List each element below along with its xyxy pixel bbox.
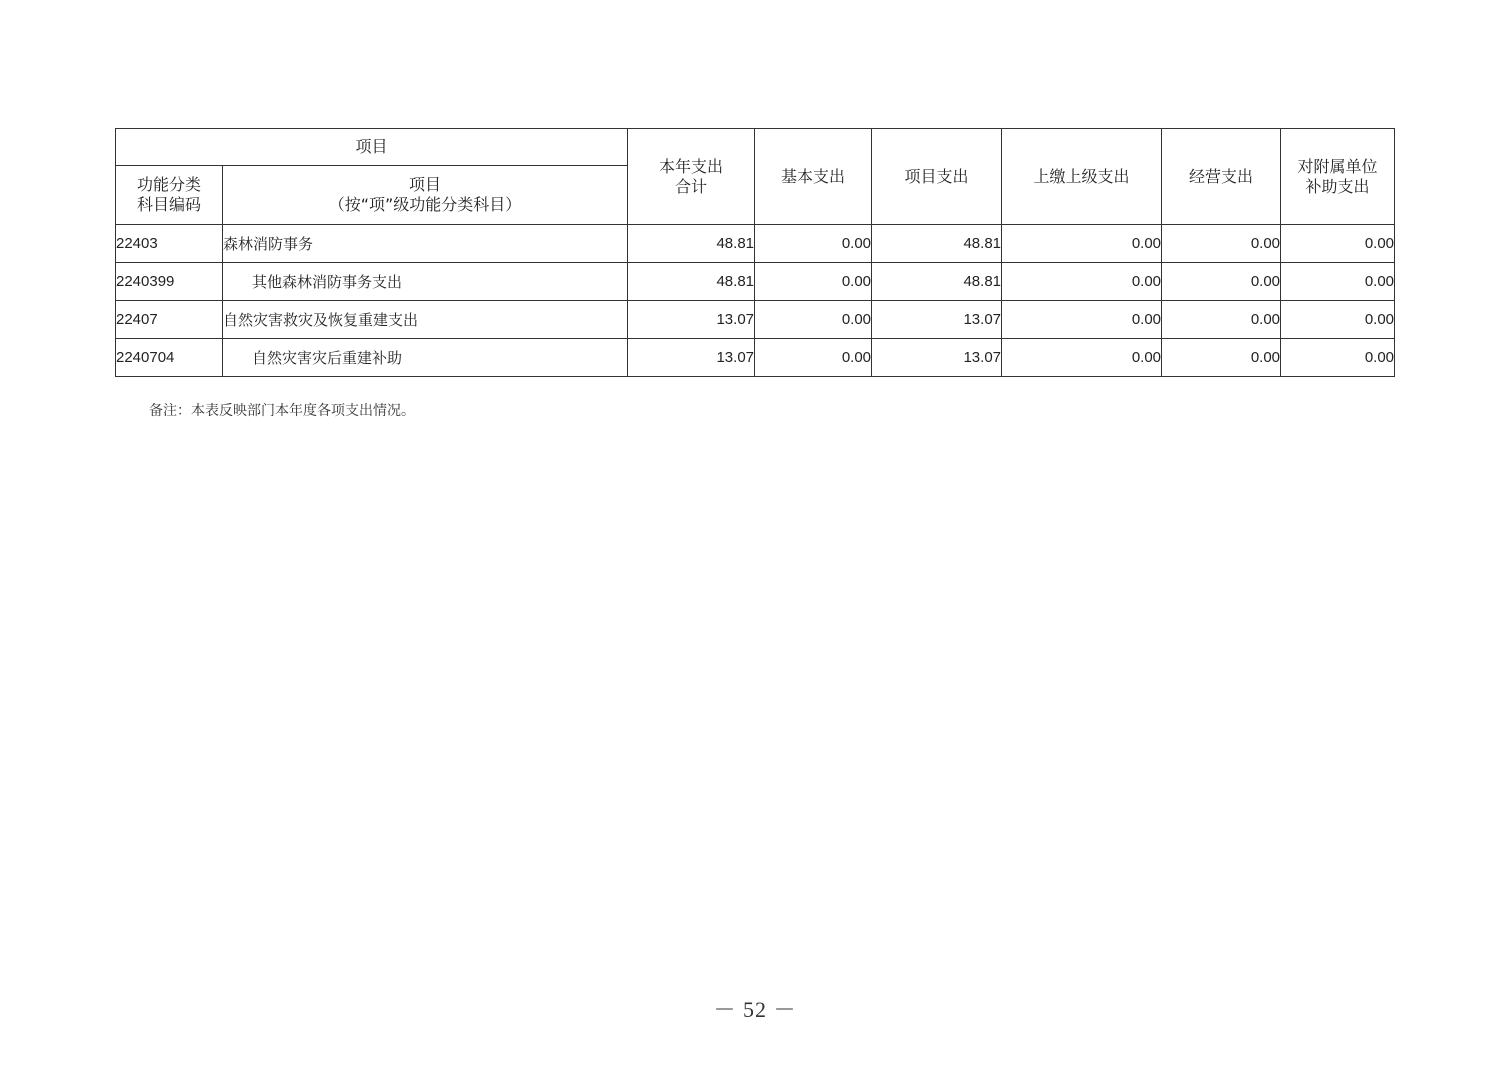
- row-basic: 0.00: [755, 225, 872, 263]
- header-subsidy-line1: 对附属单位: [1297, 156, 1378, 176]
- row-operating: 0.00: [1162, 339, 1281, 377]
- header-total-line2: 合计: [675, 176, 708, 196]
- row-total: 13.07: [628, 301, 755, 339]
- row-code: 2240704: [116, 339, 223, 377]
- table-row: [116, 225, 1395, 263]
- header-code-line2: 科目编码: [136, 195, 201, 214]
- table-row: [116, 301, 1395, 339]
- header-total-line1: 本年支出: [659, 156, 724, 176]
- row-basic: 0.00: [755, 339, 872, 377]
- header-item-line2: （按“项”级功能分类科目）: [328, 195, 522, 214]
- row-code: 2240399: [116, 263, 223, 301]
- row-basic: 0.00: [755, 263, 872, 301]
- row-total: 13.07: [628, 339, 755, 377]
- row-project: 13.07: [872, 301, 1002, 339]
- row-operating: 0.00: [1162, 301, 1281, 339]
- header-subsidy: [1281, 129, 1395, 225]
- header-total: [628, 129, 755, 225]
- expenditure-table: [115, 128, 1395, 377]
- header-row-top: [116, 129, 1395, 166]
- table-note: 备注：本表反映部门本年度各项支出情况。: [149, 403, 415, 419]
- table-row: [116, 339, 1395, 377]
- row-subsidy: 0.00: [1281, 301, 1395, 339]
- row-total: 48.81: [628, 225, 755, 263]
- row-subsidy: 0.00: [1281, 225, 1395, 263]
- header-project-group: 项目: [116, 129, 628, 166]
- row-basic: 0.00: [755, 301, 872, 339]
- header-item: [223, 166, 628, 225]
- row-upper: 0.00: [1002, 225, 1162, 263]
- page-number: － 52 －: [713, 997, 797, 1022]
- row-project: 48.81: [872, 225, 1002, 263]
- row-project: 48.81: [872, 263, 1002, 301]
- row-code: 22403: [116, 225, 223, 263]
- row-name: 自然灾害救灾及恢复重建支出: [223, 301, 628, 339]
- row-name: 森林消防事务: [223, 225, 628, 263]
- row-code: 22407: [116, 301, 223, 339]
- row-total: 48.81: [628, 263, 755, 301]
- row-upper: 0.00: [1002, 263, 1162, 301]
- header-operating: 经营支出: [1162, 129, 1281, 225]
- row-name: 其他森林消防事务支出: [223, 263, 628, 301]
- header-upper: 上缴上级支出: [1002, 129, 1162, 225]
- header-project: 项目支出: [872, 129, 1002, 225]
- header-code: [116, 166, 223, 225]
- row-operating: 0.00: [1162, 225, 1281, 263]
- row-project: 13.07: [872, 339, 1002, 377]
- row-subsidy: 0.00: [1281, 263, 1395, 301]
- row-operating: 0.00: [1162, 263, 1281, 301]
- row-upper: 0.00: [1002, 301, 1162, 339]
- header-basic: 基本支出: [755, 129, 872, 225]
- row-name: 自然灾害灾后重建补助: [223, 339, 628, 377]
- row-upper: 0.00: [1002, 339, 1162, 377]
- header-item-line1: 项目: [409, 175, 442, 194]
- table-row: [116, 263, 1395, 301]
- row-subsidy: 0.00: [1281, 339, 1395, 377]
- header-subsidy-line2: 补助支出: [1305, 176, 1370, 196]
- header-code-line1: 功能分类: [136, 175, 201, 194]
